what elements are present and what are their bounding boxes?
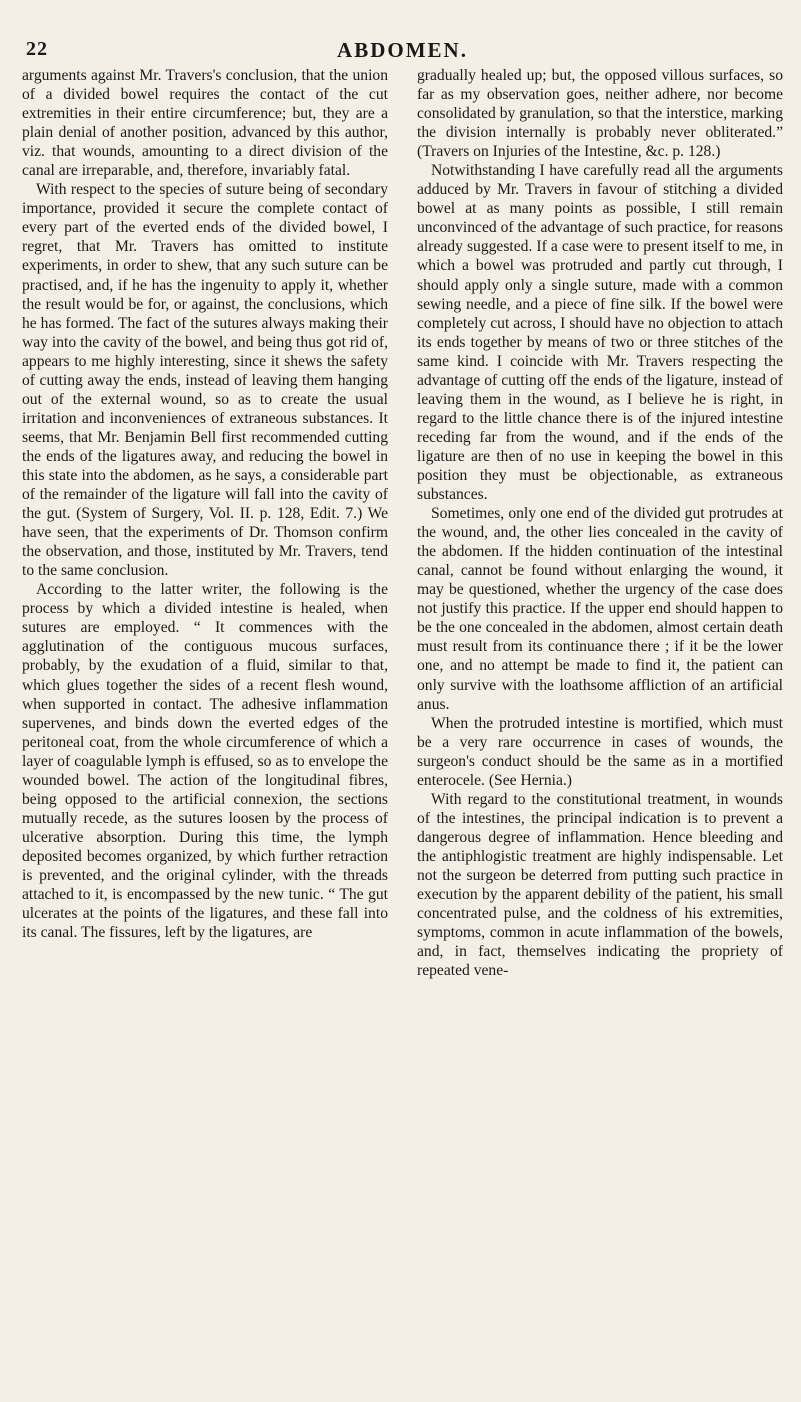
left-column — [22, 66, 388, 980]
page-number: 22 — [26, 38, 48, 60]
right-paragraph-5: With regard to the constitutional treatment, in wounds of the intestines, the principal indication is to prevent a dangerous degree of inflammation. Hence bleeding and the antiphlogistic treatment are highly indispensable. Let not the surgeon be deterred from putting such practice in execution by the apparent debility of the patient, his small concentrated pulse, and the coldness of his extremities, symptoms, common in acute inflammation of the bowels, and, in fact, themselves indicating the propriety of repeated vene- — [417, 790, 783, 980]
left-paragraph-2: With respect to the species of suture being of secondary importance, provided it secure the complete contact of every part of the everted ends of the divided bowel, I regret, that Mr. Travers has omitted to institute experiments, in order to shew, that any such suture can be practised, and, if he has the ingenuity to apply it, whether the result would be for, or against, the conclusions, which he has formed. The fact of the sutures always making their way into the cavity of the bowel, and being thus got rid of, appears to me highly interesting, since it shews the safety of cutting away the ends, instead of leaving them hanging out of the external wound, so as to create the usual irritation and inconveniences of extraneous substances. It seems, that Mr. Benjamin Bell first recommended cutting the ends of the ligatures away, and reducing the bowel in this state into the abdomen, as he says, a considerable part of the remainder of the ligature will fall into the cavity of the gut. (System of Surgery, Vol. II. p. 128, Edit. 7.) We have seen, that the experiments of Dr. Thomson confirm the observation, and those, instituted by Mr. Travers, tend to the same conclusion. — [22, 181, 388, 580]
left-paragraph-3: According to the latter writer, the following is the process by which a divided intestine is healed, when sutures are employed. “ It commences with the agglutination of the contiguous mucous surfaces, probably, by the exudation of a fluid, similar to that, which glues together the sides of a recent flesh wound, when supported in contact. The adhesive inflammation supervenes, and binds down the everted edges of the peritoneal coat, from the whole circumference of which a layer of coagulable lymph is effused, so as to envelope the wounded bowel. The action of the longitudinal fibres, being opposed to the artificial connexion, the sections mutually recede, as the sutures loosen by the process of ulcerative absorption. During this time, the lymph deposited becomes organized, by which further retraction is prevented, and the original cylinder, with the threads attached to it, is encompassed by the new tunic. “ The gut ulcerates at the points of the ligatures, and these fall into its canal. The fissures, left by the ligatures, are — [22, 581, 388, 942]
right-paragraph-4: When the protruded intestine is mortified, which must be a very rare occurrence in cases of wounds, the surgeon's conduct should be the same as in a mortified enterocele. (See Hernia.) — [417, 714, 783, 789]
right-paragraph-3: Sometimes, only one end of the divided gut protrudes at the wound, and, the other lies concealed in the cavity of the abdomen. If the hidden continuation of the intestinal canal, cannot be found without enlarging the wound, it may be questioned, whether the urgency of the case does not justify this practice. If the upper end should happen to be the one concealed in the abdomen, almost certain death must result from its continuance there ; if it be the lower one, and no attempt be made to find it, the patient can only survive with the loathsome affliction of an artificial anus. — [417, 505, 783, 713]
running-head: ABDOMEN. — [337, 38, 468, 62]
right-column — [417, 66, 783, 980]
right-paragraph-1: gradually healed up; but, the opposed villous surfaces, so far as my observation goes, neither adhere, nor become consolidated by granulation, so that the interstice, marking the division internally is probably never obliterated.” (Travers on Injuries of the Intestine, &c. p. 128.) — [417, 67, 783, 161]
right-paragraph-2: Notwithstanding I have carefully read all the arguments adduced by Mr. Travers in favour of stitching a divided bowel at as many points as possible, I still remain unconvinced of the advantage of such practice, for reasons already suggested. If a case were to present itself to me, in which a bowel was protruded and partly cut through, I should apply only a single suture, made with a common sewing needle, and a piece of fine silk. If the bowel were completely cut across, I should have no objection to attach its ends together by means of two or three stitches of the same kind. I coincide with Mr. Travers respecting the advantage of cutting off the ends of the ligature, instead of leaving them in the wound, as I believe he is right, in regard to the little chance there is of the injured intestine receding far from the wound, and if the ends of the ligature are then of no use in keeping the bowel in this position they must be objectionable, as extraneous substances. — [417, 162, 783, 504]
left-paragraph-1: arguments against Mr. Travers's conclusion, that the union of a divided bowel requires the contact of the cut extremities in their entire circumference; but, they are a plain denial of another position, advanced by this author, viz. that wounds, amounting to a direct division of the canal are irreparable, and, therefore, invariably fatal. — [22, 67, 388, 180]
text-columns — [22, 66, 783, 980]
page-header — [22, 30, 783, 62]
